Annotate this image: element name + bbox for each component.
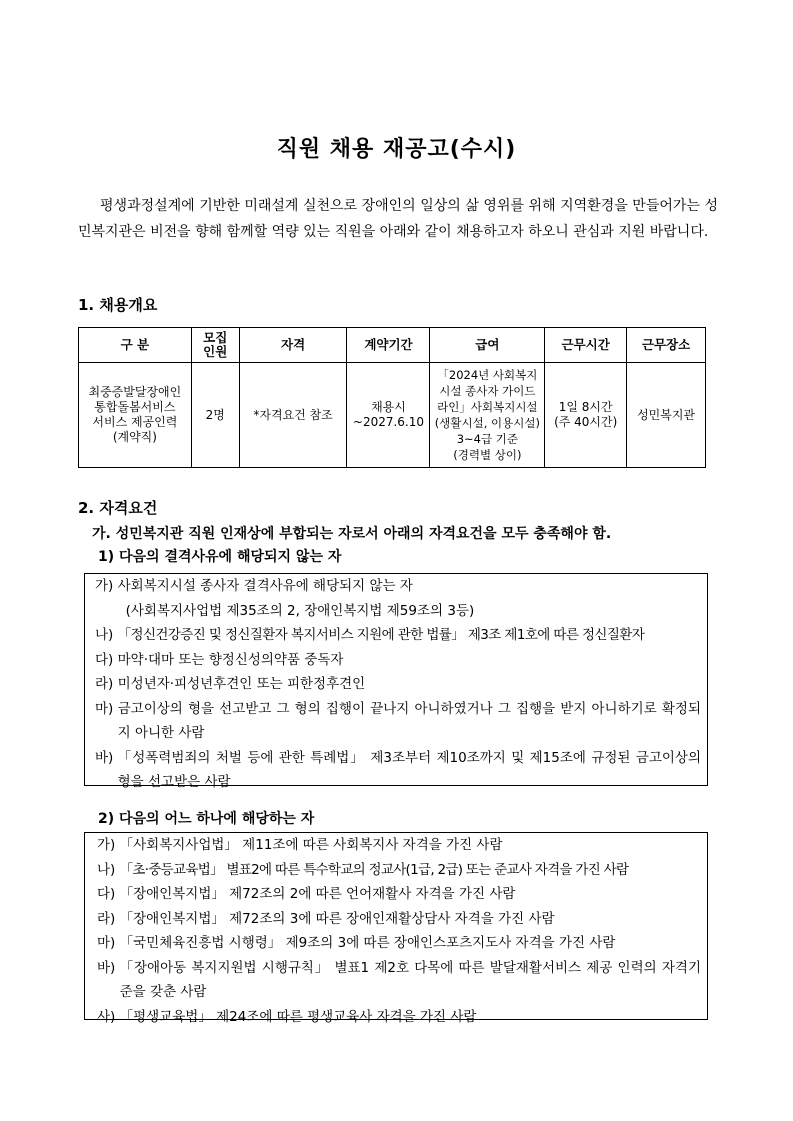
intro-paragraph [78, 193, 718, 245]
table-header-row [79, 328, 706, 363]
item-text-wrap [118, 574, 701, 623]
salary-line: (생활시설, 이용시설) [434, 416, 540, 430]
header-count-text: 모집 인원 [203, 330, 228, 359]
item-marker: 나) [95, 627, 118, 643]
hours-line: 1일 8시간 [558, 400, 613, 414]
list-item [97, 931, 701, 956]
item-text: 「초·중등교육법」 별표2에 따른 특수학교의 정교사(1급, 2급) 또는 준교사 자격을 가진 사람 [119, 861, 629, 878]
period-line: 채용시 [371, 400, 406, 414]
header-count [191, 328, 239, 363]
item-marker: 가) [95, 578, 118, 594]
item-text: 「성폭력범죄의 처벌 등에 관한 특례법」 제3조부터 제10조까지 및 제15조에 규정된 금고이상의 형을 선고받은 사람 [117, 749, 701, 790]
item-text-continuation: (사회복지사업법 제35조의 2, 장애인복지법 제59조의 3등) [125, 602, 475, 619]
item-marker: 바) [97, 959, 120, 976]
category-line: 최중증발달장애인 [88, 385, 182, 399]
header-location: 근무장소 [627, 328, 706, 363]
header-category: 구 분 [79, 328, 192, 363]
list-item [97, 858, 701, 883]
item-marker: 라) [95, 676, 118, 692]
category-line: (계약직) [112, 430, 157, 444]
item-marker: 나) [97, 861, 120, 878]
page-title: 직원 채용 재공고(수시) [276, 137, 517, 162]
cell-category [79, 363, 192, 468]
table-row [79, 363, 706, 468]
item-marker: 가) [97, 837, 120, 853]
intro-text: 평생과정설계에 기반한 미래설계 실천으로 장애인의 일상의 삶 영위를 위해 지역환경을 만들어가는 성민복지관은 비전을 향해 함께할 역량 있는 직원을 아래와 같이 채용하고자 하오니 관심과 지원 바랍니다. [78, 198, 718, 240]
item-text: 「국민체육진흥법 시행령」 제9조의 3에 따른 장애인스포츠지도사 자격을 가진 사람 [119, 935, 616, 951]
item-text: 「장애아동 복지지원법 시행규칙」 별표1 제2호 다목에 따른 발달재활서비스 제공 인력의 자격기준을 갖춘 사람 [119, 959, 701, 1000]
disqualification-box [84, 573, 708, 790]
item-marker: 마) [95, 700, 118, 717]
list-item [97, 882, 701, 907]
cell-hours [545, 363, 627, 468]
group1-heading: 1) 다음의 결격사유에 해당되지 않는 자 [98, 549, 342, 565]
item-text: 「장애인복지법」 제72조의 2에 따른 언어재활사 자격을 가진 사람 [119, 886, 516, 902]
category-line: 통합돌봄서비스 [94, 400, 176, 414]
list-item [95, 672, 701, 697]
list-item [95, 746, 701, 795]
item-text: 「사회복지사업법」 제11조에 따른 사회복지사 자격을 가진 사람 [119, 837, 503, 853]
qualification-summary: 가. 성민복지관 직원 인재상에 부합되는 자로서 아래의 자격요건을 모두 충족해야 함. [92, 526, 612, 542]
list-item [95, 574, 701, 623]
item-marker: 바) [95, 749, 118, 766]
item-text: 「장애인복지법」 제72조의 3에 따른 장애인재활상담사 자격을 가진 사람 [119, 910, 555, 927]
header-salary: 급여 [430, 328, 545, 363]
item-text: 「평생교육법」 제24조에 따른 평생교육사 자격을 가진 사람 [119, 1008, 477, 1025]
overview-table [78, 327, 706, 468]
group2-heading: 2) 다음의 어느 하나에 해당하는 자 [98, 811, 315, 827]
cell-period [347, 363, 430, 468]
salary-line: 라인」사회복지시설 [437, 400, 538, 414]
salary-line: 시설 종사자 가이드 [439, 384, 536, 398]
item-marker: 마) [97, 935, 120, 951]
item-marker: 다) [97, 886, 120, 902]
list-item [95, 697, 701, 746]
item-marker: 사) [97, 1008, 120, 1025]
item-text: 「정신건강증진 및 정신질환자 복지서비스 지원에 관한 법률」 제3조 제1호에 따른 정신질환자 [117, 627, 645, 643]
list-item [97, 907, 701, 932]
item-text: 금고이상의 형을 선고받고 그 형의 집행이 끝나지 아니하였거나 그 집행을 받지 아니하기로 확정되지 아니한 사람 [117, 700, 701, 741]
cell-count: 2명 [191, 363, 239, 468]
section-heading-overview: 1. 채용개요 [78, 296, 158, 314]
item-text: 마약·대마 또는 향정신성의약품 중독자 [117, 651, 344, 668]
cell-location: 성민복지관 [627, 363, 706, 468]
salary-line: 「2024년 사회복지 [437, 368, 538, 382]
list-item [97, 833, 701, 858]
header-period: 계약기간 [347, 328, 430, 363]
section-heading-qualifications: 2. 자격요건 [78, 499, 158, 517]
category-line: 서비스 제공인력 [92, 415, 178, 429]
eligibility-box [84, 832, 708, 1025]
list-item [95, 623, 701, 648]
salary-line: (경력별 상이) [453, 448, 522, 462]
item-marker: 라) [97, 910, 120, 927]
list-item [95, 648, 701, 673]
list-item [97, 1005, 701, 1030]
list-item [97, 956, 701, 1005]
cell-qualification: *자격요건 참조 [239, 363, 347, 468]
item-marker: 다) [95, 651, 118, 668]
header-qualification: 자격 [239, 328, 347, 363]
cell-salary [430, 363, 545, 468]
hours-line: (주 40시간) [554, 415, 618, 429]
header-hours: 근무시간 [545, 328, 627, 363]
item-text: 사회복지시설 종사자 결격사유에 해당되지 않는 자 [117, 578, 413, 594]
period-line: ~2027.6.10 [352, 415, 425, 429]
salary-line: 3~4급 기준 [456, 432, 518, 446]
item-text: 미성년자·피성년후견인 또는 피한정후견인 [117, 676, 366, 692]
